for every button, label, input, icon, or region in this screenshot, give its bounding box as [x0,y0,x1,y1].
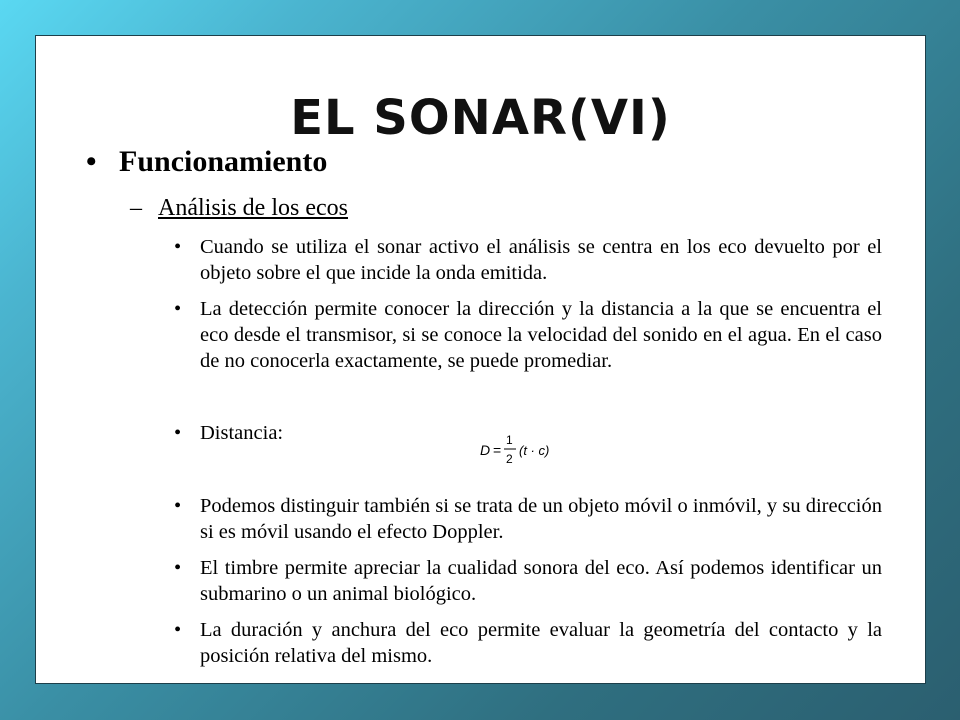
bullet-item-text: Distancia: [200,422,284,444]
formula-equals: = [493,442,502,458]
bullet-icon: • [86,145,97,178]
slide-title: EL SONAR(VI) [290,90,671,146]
bullet-item-text: La duración y anchura del eco permite evaluar la geometría del contacto y la posición relativa del mismo. [200,619,882,667]
bullet-icon: • [174,557,182,579]
bullet-item-text: La detección permite conocer la dirección y la distancia a la que se encuentra el eco desde el transmisor, si se conoce la velocidad del sonido en el agua. En el caso de no conocerla exactamente, se puede promediar. [200,298,882,372]
bullet-item-text: El timbre permite apreciar la cualidad sonora del eco. Así podemos identificar un submarino o un animal biológico. [200,557,882,605]
distance-formula [476,430,576,470]
dash-icon: – [130,195,142,221]
bullet-icon: • [174,298,182,320]
bullet-icon: • [174,619,182,641]
bullet-item [174,555,882,607]
subheading-text: Análisis de los ecos [158,195,348,221]
bullet-item [174,234,882,286]
bullet-icon: • [174,495,182,517]
bullet-item [174,617,882,669]
bullet-icon: • [174,422,182,444]
slide [35,35,926,684]
bullet-item-text: Cuando se utiliza el sonar activo el análisis se centra en los eco devuelto por el objeto sobre el que incide la onda emitida. [200,236,882,284]
formula-rhs: (t · c) [519,443,550,458]
bullet-icon: • [174,236,182,258]
bullet-item [174,493,882,545]
bullet-item-text: Podemos distinguir también si se trata de un objeto móvil o inmóvil, y su dirección si es móvil usando el efecto Doppler. [200,495,882,543]
formula-numerator: 1 [506,433,513,447]
formula-lhs: D [480,442,491,458]
bullet-item [174,296,882,374]
formula-denominator: 2 [506,452,513,466]
heading-text: Funcionamiento [119,145,328,178]
